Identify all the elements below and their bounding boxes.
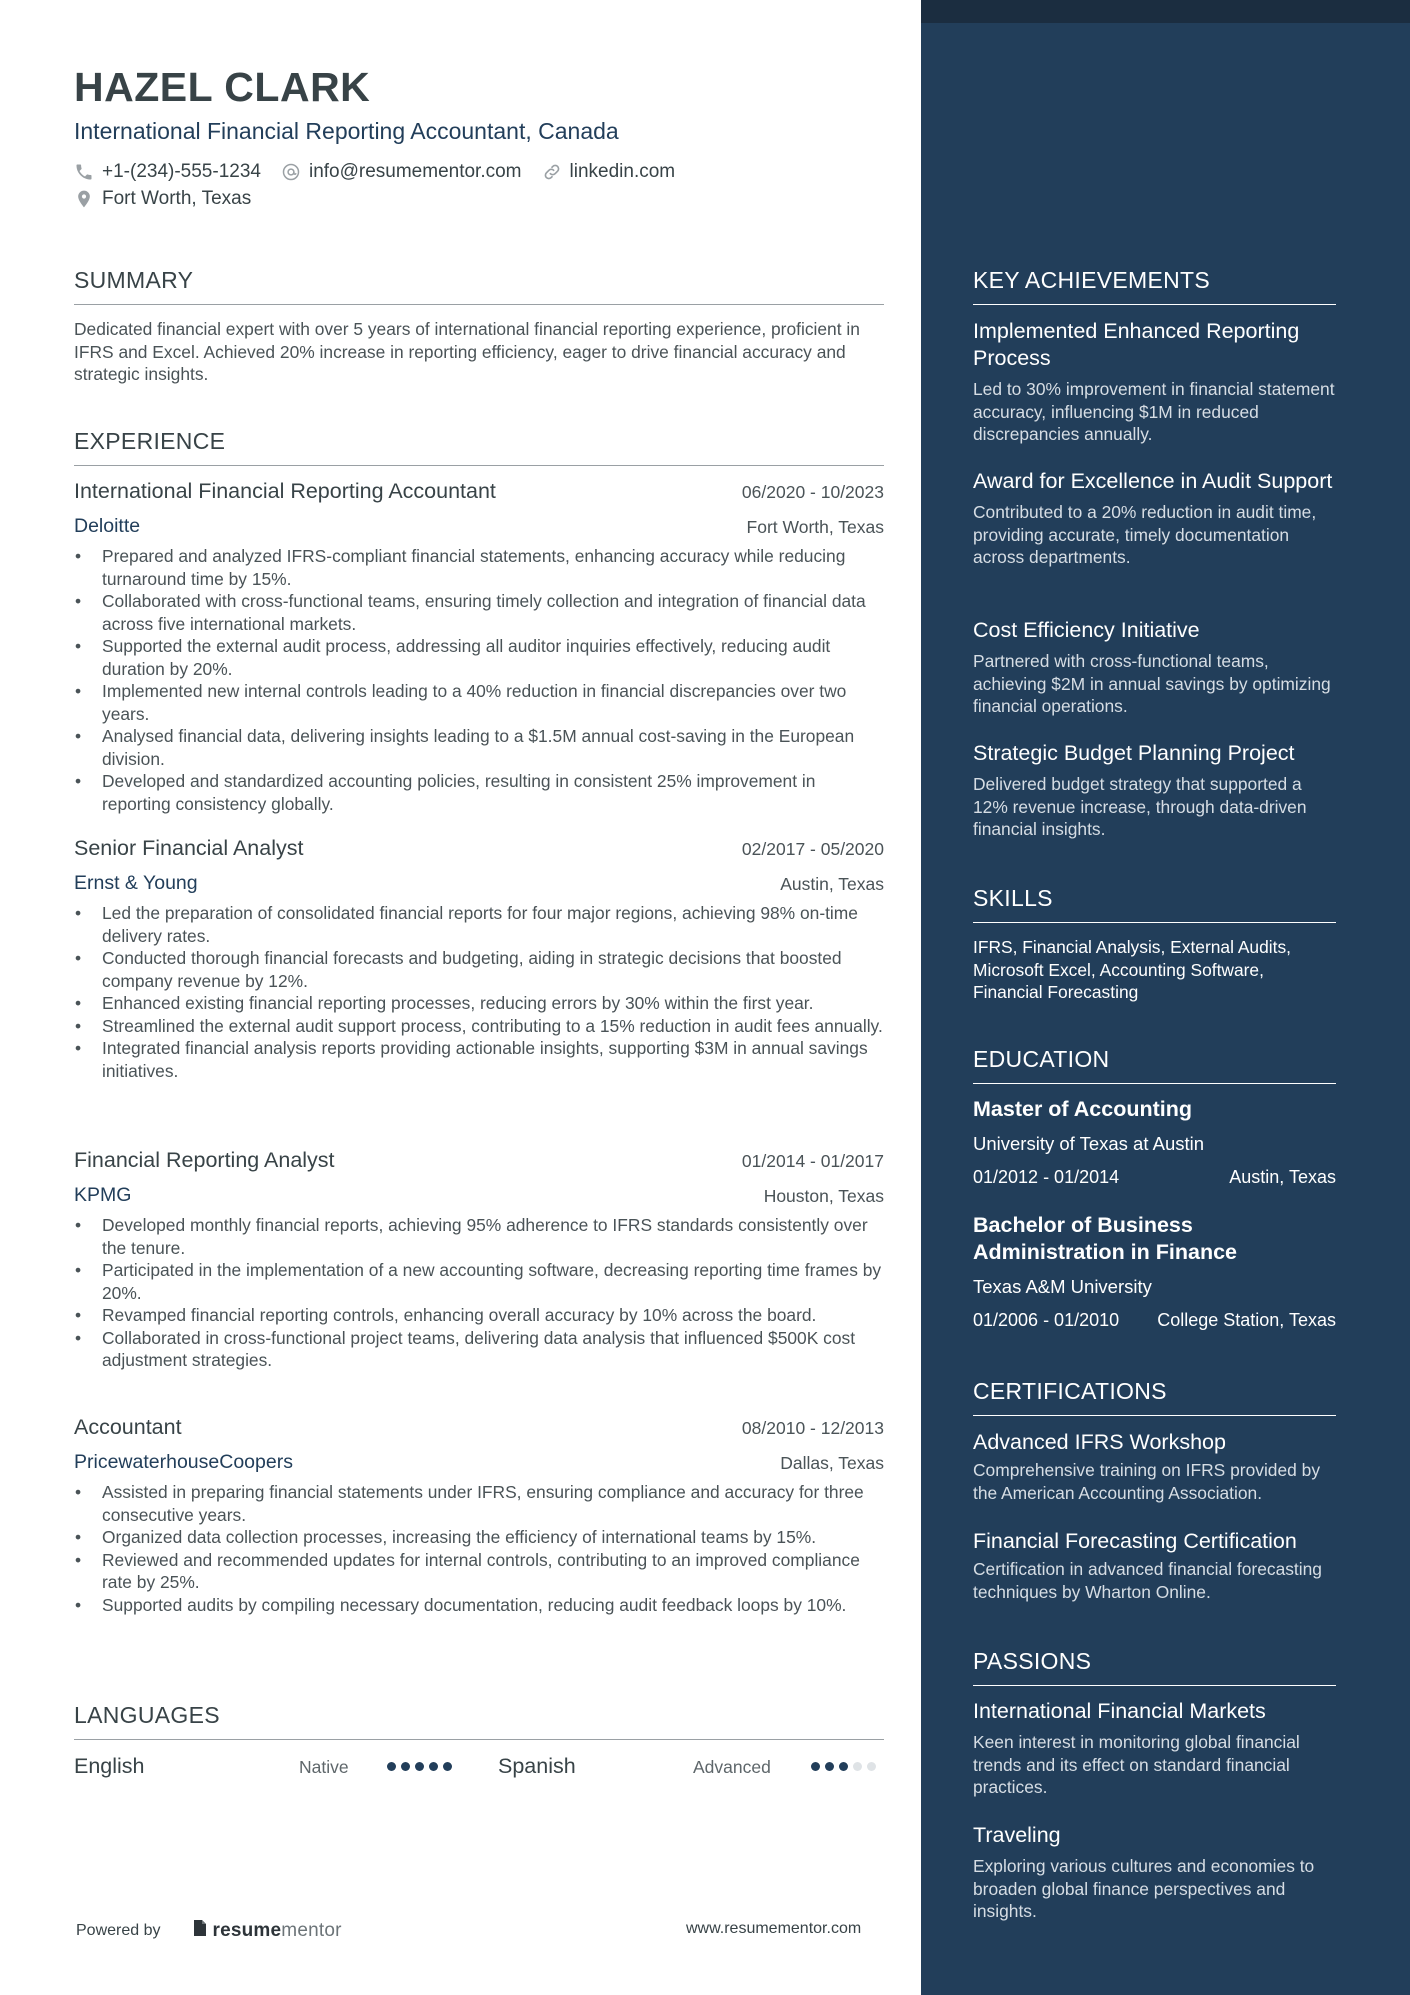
proficiency-dot-empty bbox=[853, 1762, 862, 1771]
location-pin-icon bbox=[74, 189, 94, 209]
contact-phone[interactable] bbox=[74, 161, 261, 183]
powered-by-text: Powered by bbox=[76, 1921, 161, 1939]
summary-text: Dedicated financial expert with over 5 years of international financial reporting experience, proficient in IFRS and Excel. Achieved 20% increase in reporting efficiency, eager to drive financial accuracy and strategic insights. bbox=[74, 319, 860, 384]
job-dates: 06/2020 - 10/2023 bbox=[741, 482, 884, 502]
proficiency-dot-filled bbox=[401, 1762, 410, 1771]
sidebar bbox=[921, 0, 1410, 1995]
certification-desc: Comprehensive training on IFRS provided by the American Accounting Association. bbox=[973, 1460, 1321, 1503]
language-level: Advanced bbox=[693, 1757, 771, 1777]
achievement-item bbox=[973, 318, 1336, 446]
bullet: • Integrated financial analysis reports providing actionable insights, supporting $3M in annual savings initiatives. bbox=[74, 1037, 884, 1082]
job-company: PricewaterhouseCoopers bbox=[74, 1451, 293, 1473]
contact-email[interactable] bbox=[281, 161, 522, 183]
job-location: Fort Worth, Texas bbox=[746, 517, 884, 537]
phone-icon bbox=[74, 162, 94, 182]
achievement-item bbox=[973, 740, 1336, 841]
job-dates: 08/2010 - 12/2013 bbox=[741, 1418, 884, 1438]
job-bullets bbox=[74, 902, 884, 1082]
certification-title: Advanced IFRS Workshop bbox=[973, 1430, 1226, 1454]
job-company: KPMG bbox=[74, 1184, 132, 1206]
resumementor-logo[interactable] bbox=[213, 1920, 342, 1942]
achievement-desc: Partnered with cross-functional teams, achieving $2M in annual savings by optimizing financial operations. bbox=[973, 651, 1331, 716]
education-item bbox=[973, 1096, 1336, 1188]
footer-branding bbox=[76, 1918, 342, 1943]
bullet: • Developed monthly financial reports, achieving 95% adherence to IFRS standards consistently over the tenure. bbox=[74, 1214, 884, 1259]
bullet: • Collaborated with cross-functional teams, ensuring timely collection and integration of financial data across five international markets. bbox=[74, 590, 884, 635]
language-row bbox=[74, 1754, 884, 1784]
proficiency-dot-filled bbox=[839, 1762, 848, 1771]
job-dates: 02/2017 - 05/2020 bbox=[741, 839, 884, 859]
proficiency-dot-filled bbox=[825, 1762, 834, 1771]
job-title: International Financial Reporting Accountant bbox=[74, 479, 496, 503]
job-title: Accountant bbox=[74, 1415, 182, 1439]
sidebar-top-band bbox=[921, 0, 1410, 23]
bullet: • Participated in the implementation of a new accounting software, decreasing reporting time frames by 20%. bbox=[74, 1259, 884, 1304]
candidate-name: HAZEL CLARK bbox=[74, 64, 371, 110]
proficiency-dot-filled bbox=[415, 1762, 424, 1771]
language-level: Native bbox=[299, 1757, 349, 1777]
job-bullets bbox=[74, 545, 884, 815]
passions-heading: PASSIONS bbox=[973, 1648, 1336, 1686]
achievement-title: Award for Excellence in Audit Support bbox=[973, 469, 1333, 493]
email-text: info@resumementor.com bbox=[308, 161, 522, 182]
achievement-desc: Contributed to a 20% reduction in audit time, providing accurate, timely documentation across departments. bbox=[973, 502, 1317, 567]
job-company: Deloitte bbox=[74, 515, 141, 537]
bullet: • Collaborated in cross-functional project teams, delivering data analysis that influenced $500K cost adjustment strategies. bbox=[74, 1327, 884, 1372]
certification-title: Financial Forecasting Certification bbox=[973, 1529, 1297, 1553]
language-name: English bbox=[74, 1754, 145, 1778]
education-school: Texas A&M University bbox=[973, 1276, 1152, 1297]
passion-item bbox=[973, 1822, 1336, 1923]
resumementor-logo-icon bbox=[191, 1918, 209, 1943]
passion-desc: Exploring various cultures and economies to broaden global finance perspectives and insights. bbox=[973, 1856, 1315, 1921]
education-degree: Master of Accounting bbox=[973, 1097, 1192, 1121]
education-location: Austin, Texas bbox=[1229, 1167, 1336, 1187]
contact-location bbox=[74, 188, 271, 210]
summary-heading: SUMMARY bbox=[74, 267, 884, 305]
location-text: Fort Worth, Texas bbox=[102, 188, 252, 209]
job-location: Austin, Texas bbox=[780, 874, 884, 894]
bullet: • Enhanced existing financial reporting processes, reducing errors by 30% within the first year. bbox=[74, 992, 884, 1015]
logo-bold: resume bbox=[212, 1919, 282, 1941]
bullet: • Developed and standardized accounting policies, resulting in consistent 25% improvement in reporting consistency globally. bbox=[74, 770, 884, 815]
bullet: • Organized data collection processes, increasing the efficiency of international teams by 15%. bbox=[74, 1526, 884, 1549]
passion-item bbox=[973, 1698, 1336, 1799]
education-meta bbox=[973, 1167, 1336, 1188]
bullet: • Implemented new internal controls leading to a 40% reduction in financial discrepancies over two years. bbox=[74, 680, 884, 725]
experience-heading: EXPERIENCE bbox=[74, 428, 884, 466]
proficiency-dot-filled bbox=[429, 1762, 438, 1771]
education-degree: Bachelor of Business Administration in Finance bbox=[973, 1213, 1237, 1264]
job-bullets bbox=[74, 1481, 884, 1616]
bullet: • Revamped financial reporting controls, enhancing overall accuracy by 10% across the board. bbox=[74, 1304, 884, 1327]
achievements-heading: KEY ACHIEVEMENTS bbox=[973, 267, 1336, 305]
proficiency-dot-filled bbox=[811, 1762, 820, 1771]
languages-heading: LANGUAGES bbox=[74, 1702, 884, 1740]
language-dots bbox=[811, 1762, 876, 1771]
achievement-item bbox=[973, 617, 1336, 718]
certification-desc: Certification in advanced financial forecasting techniques by Wharton Online. bbox=[973, 1559, 1322, 1602]
contact-linkedin[interactable] bbox=[542, 161, 676, 183]
job-company: Ernst & Young bbox=[74, 872, 198, 894]
job-location: Houston, Texas bbox=[763, 1186, 884, 1206]
job-title: Financial Reporting Analyst bbox=[74, 1148, 335, 1172]
logo-light: mentor bbox=[281, 1919, 342, 1941]
proficiency-dot-filled bbox=[387, 1762, 396, 1771]
footer-website-link[interactable]: www.resumementor.com bbox=[686, 1920, 862, 1937]
contact-row bbox=[74, 161, 695, 183]
passion-title: International Financial Markets bbox=[973, 1699, 1266, 1723]
bullet: • Streamlined the external audit support process, contributing to a 15% reduction in audit fees annually. bbox=[74, 1015, 884, 1038]
bullet: • Led the preparation of consolidated financial reports for four major regions, achieving 98% on-time delivery rates. bbox=[74, 902, 884, 947]
phone-text: +1-(234)-555-1234 bbox=[102, 161, 261, 182]
bullet: • Supported audits by compiling necessary documentation, reducing audit feedback loops by 10%. bbox=[74, 1594, 884, 1617]
achievement-desc: Delivered budget strategy that supported a 12% revenue increase, through data-driven financial insights. bbox=[973, 774, 1307, 839]
achievement-title: Cost Efficiency Initiative bbox=[973, 618, 1200, 642]
linkedin-text: linkedin.com bbox=[569, 161, 676, 182]
proficiency-dot-filled bbox=[443, 1762, 452, 1771]
language-dots bbox=[387, 1762, 452, 1771]
job-dates: 01/2014 - 01/2017 bbox=[741, 1151, 884, 1171]
bullet: • Conducted thorough financial forecasts and budgeting, aiding in strategic decisions that boosted company revenue by 12%. bbox=[74, 947, 884, 992]
education-school: University of Texas at Austin bbox=[973, 1133, 1205, 1154]
education-meta bbox=[973, 1310, 1336, 1331]
job-bullets bbox=[74, 1214, 884, 1372]
achievement-title: Implemented Enhanced Reporting Process bbox=[973, 319, 1300, 370]
link-icon bbox=[542, 162, 562, 182]
certifications-heading: CERTIFICATIONS bbox=[973, 1378, 1336, 1416]
education-dates: 01/2006 - 01/2010 bbox=[973, 1310, 1120, 1330]
education-location: College Station, Texas bbox=[1157, 1310, 1336, 1330]
bullet: • Assisted in preparing financial statements under IFRS, ensuring compliance and accuracy for three consecutive years. bbox=[74, 1481, 884, 1526]
job-location: Dallas, Texas bbox=[780, 1453, 884, 1473]
proficiency-dot-empty bbox=[867, 1762, 876, 1771]
education-dates: 01/2012 - 01/2014 bbox=[973, 1167, 1120, 1187]
skills-text: IFRS, Financial Analysis, External Audits, Microsoft Excel, Accounting Software, Financial Forecasting bbox=[973, 937, 1291, 1002]
certification-item bbox=[973, 1429, 1336, 1504]
bullet: • Supported the external audit process, addressing all auditor inquiries effectively, reducing audit duration by 20%. bbox=[74, 635, 884, 680]
bullet: • Analysed financial data, delivering insights leading to a $1.5M annual cost-saving in the European division. bbox=[74, 725, 884, 770]
skills-heading: SKILLS bbox=[973, 885, 1336, 923]
bullet: • Reviewed and recommended updates for internal controls, contributing to an improved compliance rate by 25%. bbox=[74, 1549, 884, 1594]
achievement-desc: Led to 30% improvement in financial statement accuracy, influencing $1M in reduced discrepancies annually. bbox=[973, 379, 1335, 444]
at-icon bbox=[281, 162, 301, 182]
certification-item bbox=[973, 1528, 1336, 1603]
candidate-title: International Financial Reporting Accountant, Canada bbox=[74, 118, 619, 144]
job-title: Senior Financial Analyst bbox=[74, 836, 304, 860]
language-name: Spanish bbox=[498, 1754, 576, 1778]
passion-title: Traveling bbox=[973, 1823, 1061, 1847]
education-heading: EDUCATION bbox=[973, 1046, 1336, 1084]
bullet: • Prepared and analyzed IFRS-compliant financial statements, enhancing accuracy while reducing turnaround time by 15%. bbox=[74, 545, 884, 590]
achievement-title: Strategic Budget Planning Project bbox=[973, 741, 1295, 765]
achievement-item bbox=[973, 468, 1336, 569]
passion-desc: Keen interest in monitoring global financial trends and its effect on standard financial practices. bbox=[973, 1732, 1300, 1797]
education-item bbox=[973, 1212, 1336, 1331]
